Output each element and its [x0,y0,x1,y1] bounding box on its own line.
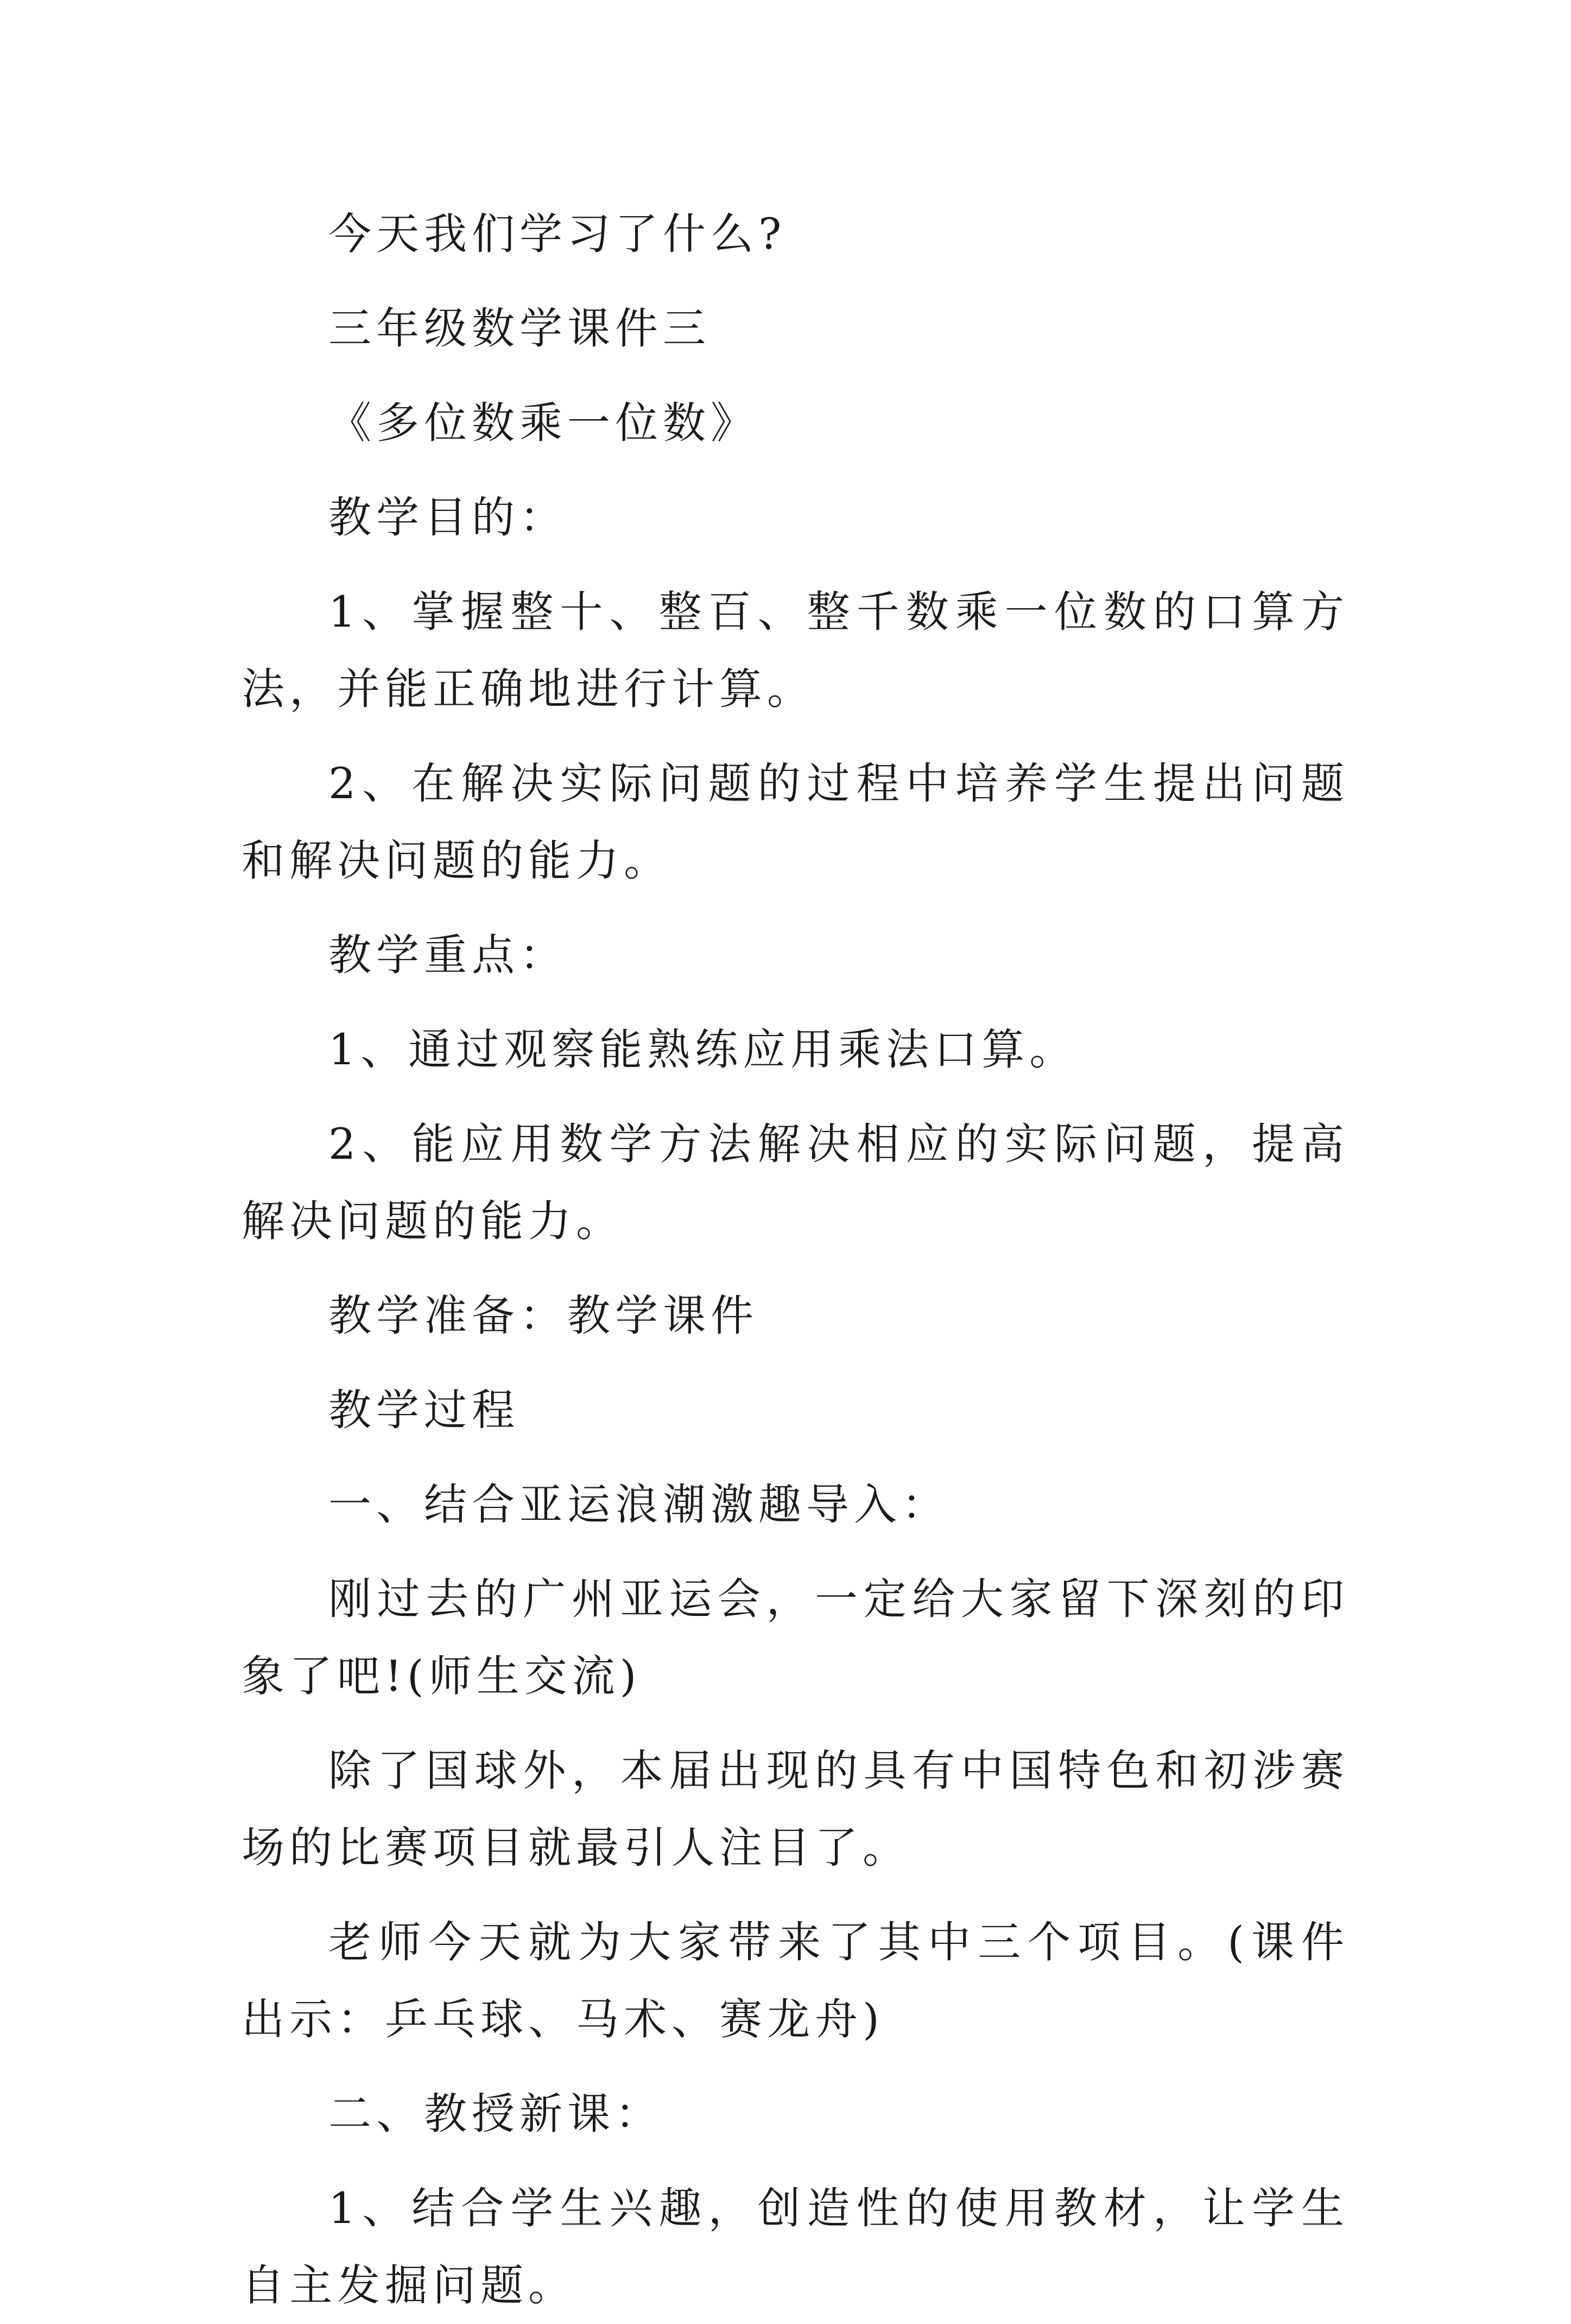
lesson-title: 《多位数乘一位数》 [328,398,758,448]
key-point-item-1: 1、通过观察能熟练应用乘法口算。 [328,1025,1078,1075]
section-two-heading: 二、教授新课： [328,2089,663,2139]
preparation-line: 教学准备：教学课件 [328,1291,758,1341]
objective-item-2: 2、在解决实际问题的过程中培养学生提出问题和解决问题的能力。 [242,759,1349,886]
body-paragraph: 老师今天就为大家带来了其中三个项目。(课件出示：乒乓球、马术、赛龙舟) [242,1917,1349,2044]
process-heading: 教学过程 [328,1385,520,1435]
objectives-heading: 教学目的： [328,492,567,542]
key-point-item-2: 2、能应用数学方法解决相应的实际问题，提高解决问题的能力。 [242,1119,1349,1246]
document-body [242,195,1349,2324]
courseware-heading: 三年级数学课件三 [328,304,711,353]
key-points-heading: 教学重点： [328,930,567,980]
body-paragraph: 除了国球外，本届出现的具有中国特色和初涉赛场的比赛项目就最引人注目了。 [242,1746,1349,1873]
closing-question: 今天我们学习了什么? [328,209,787,259]
objective-item-1: 1、掌握整十、整百、整千数乘一位数的口算方法，并能正确地进行计算。 [242,587,1349,714]
section-one-heading: 一、结合亚运浪潮激趣导入： [328,1480,949,1530]
body-paragraph: 刚过去的广州亚运会，一定给大家留下深刻的印象了吧!(师生交流) [242,1574,1349,1701]
section-two-item-1: 1、结合学生兴趣，创造性的使用教材，让学生自主发掘问题。 [242,2183,1349,2310]
